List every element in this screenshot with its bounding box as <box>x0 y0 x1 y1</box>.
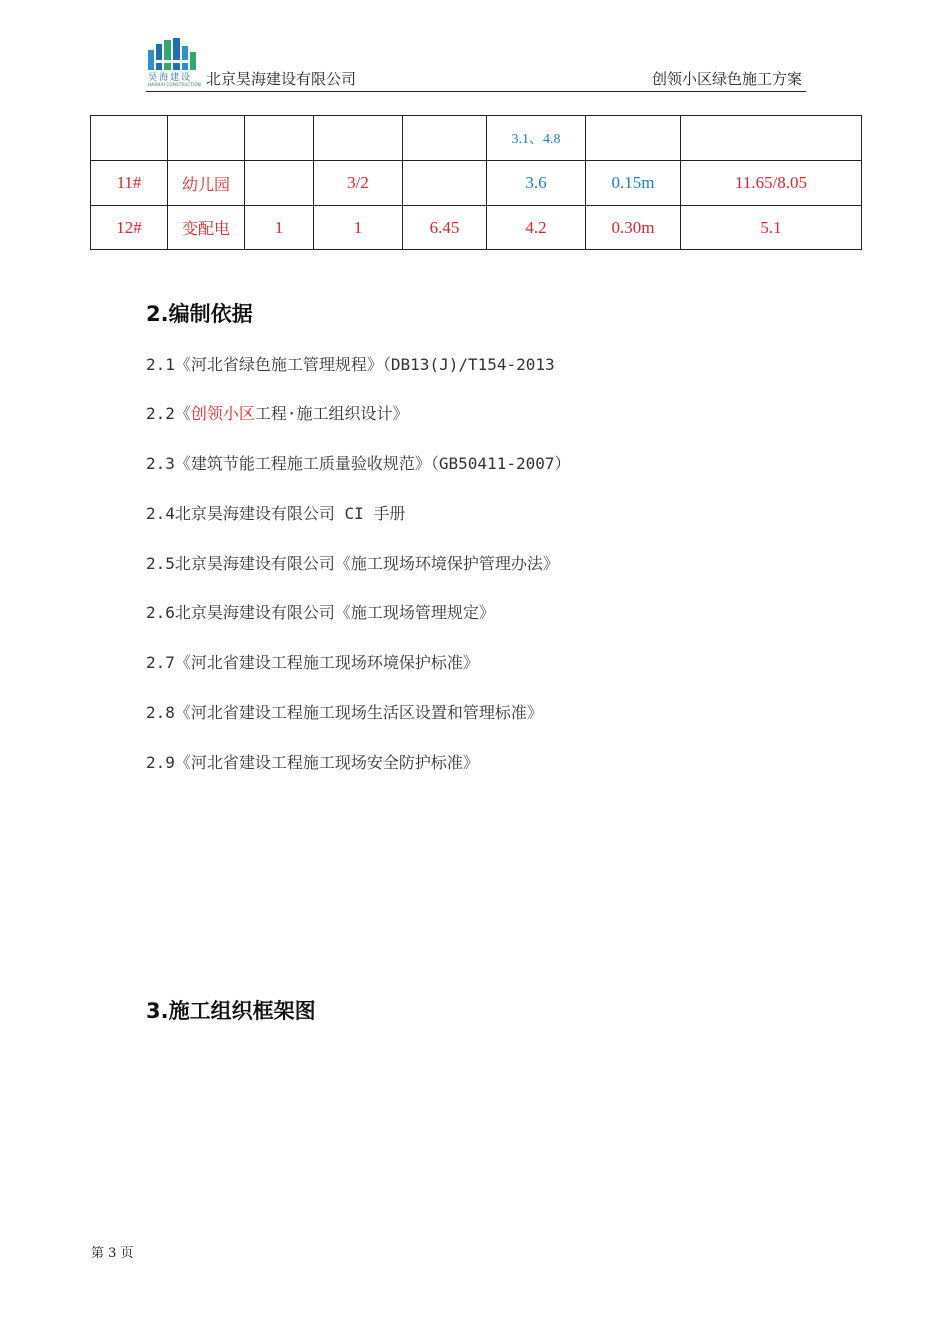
section-heading-org-chart: 3.施工组织框架图 <box>146 999 316 1023</box>
table-cell <box>168 116 245 161</box>
basis-item <box>146 401 409 424</box>
table-cell: 12# <box>91 206 168 250</box>
table-cell: 0.30m <box>586 206 681 250</box>
basis-item: 2.8《河北省建设工程施工现场生活区设置和管理标准》 <box>146 703 543 722</box>
table-cell <box>314 116 403 161</box>
table-cell <box>403 161 487 206</box>
basis-item: 2.9《河北省建设工程施工现场安全防护标准》 <box>146 753 479 772</box>
basis-item: 2.4北京昊海建设有限公司 CI 手册 <box>146 504 406 523</box>
basis-item: 2.5北京昊海建设有限公司《施工现场环境保护管理办法》 <box>146 554 559 573</box>
header-divider <box>146 91 806 92</box>
table-cell <box>586 116 681 161</box>
company-logo <box>146 38 202 90</box>
page-number: 第 3 页 <box>91 1246 134 1261</box>
table-cell: 4.2 <box>487 206 586 250</box>
table-cell <box>403 116 487 161</box>
item-suffix: 工程·施工组织设计》 <box>254 404 409 423</box>
basis-item: 2.3《建筑节能工程施工质量验收规范》（GB50411-2007） <box>146 454 571 473</box>
table-cell: 变配电 <box>168 206 245 250</box>
table-cell <box>245 116 314 161</box>
table-cell: 3.1、4.8 <box>487 116 586 161</box>
item-prefix: 2.2《 <box>146 404 191 423</box>
project-name-highlight: 创领小区 <box>190 404 255 423</box>
table-cell: 5.1 <box>681 206 862 250</box>
basis-item: 2.6北京昊海建设有限公司《施工现场管理规定》 <box>146 603 495 622</box>
table-cell: 1 <box>314 206 403 250</box>
basis-item: 2.7《河北省建设工程施工现场环境保护标准》 <box>146 653 479 672</box>
table-cell: 3.6 <box>487 161 586 206</box>
section-heading-basis: 2.编制依据 <box>146 302 253 326</box>
table-cell: 1 <box>245 206 314 250</box>
table-cell: 幼儿园 <box>168 161 245 206</box>
company-name: 北京昊海建设有限公司 <box>206 70 357 88</box>
building-table <box>90 115 862 250</box>
logo-subtext: HAOHAI CONSTRUCTION <box>148 82 201 87</box>
table-row <box>91 116 862 161</box>
table-row <box>91 206 862 250</box>
buildings-icon <box>146 38 202 70</box>
table-cell: 11.65/8.05 <box>681 161 862 206</box>
logo-text: 昊海建设 <box>148 73 193 83</box>
basis-item: 2.1《河北省绿色施工管理规程》（DB13(J)/T154-2013 <box>146 355 555 374</box>
table-cell: 6.45 <box>403 206 487 250</box>
table-cell: 3/2 <box>314 161 403 206</box>
table-cell <box>245 161 314 206</box>
document-title: 创领小区绿色施工方案 <box>651 70 802 88</box>
table-row <box>91 161 862 206</box>
table-cell <box>91 116 168 161</box>
table-cell: 0.15m <box>586 161 681 206</box>
table-cell: 11# <box>91 161 168 206</box>
table-cell <box>681 116 862 161</box>
page-header <box>146 36 806 92</box>
